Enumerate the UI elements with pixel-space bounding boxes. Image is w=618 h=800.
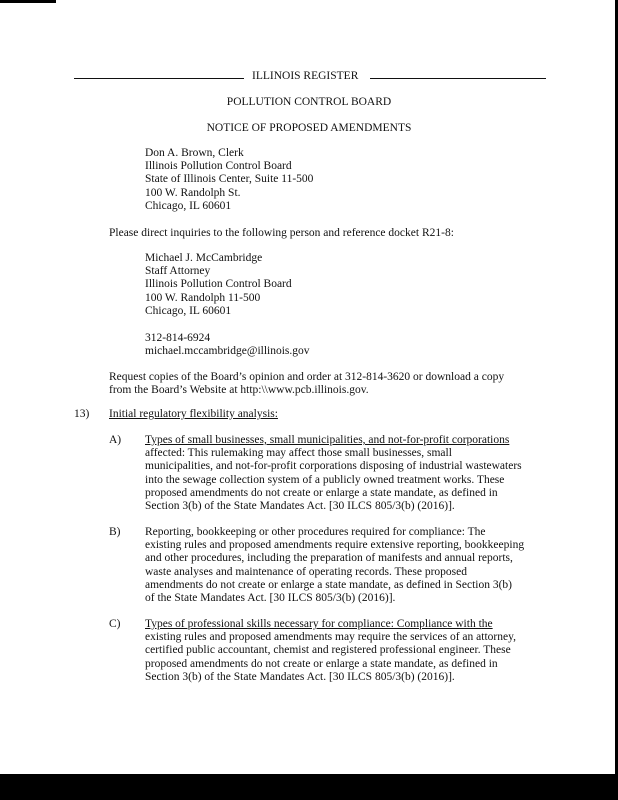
address-line: Chicago, IL 60601 [145,304,232,317]
copies-request [109,371,504,397]
board-title: POLLUTION CONTROL BOARD [226,96,392,108]
item-b-text [145,526,524,605]
section-title: Initial regulatory flexibility analysis: [109,408,278,420]
contact-email[interactable]: michael.mccambridge@illinois.gov [145,345,310,357]
address-line: Illinois Pollution Control Board [145,160,292,173]
address-line: Michael J. McCambridge [145,252,263,264]
item-line: Reporting, bookkeeping or other procedures required for compliance: The [145,526,486,538]
item-line: affected: This rulemaking may affect those small businesses, small [145,447,452,460]
item-line: municipalities, and not-for-profit corporations disposing of industrial wastewaters [145,460,522,473]
header-rule-left [74,78,244,79]
item-line: Types of professional skills necessary for compliance: Compliance with the [145,618,493,630]
item-line: existing rules and proposed amendments may require the services of an attorney, [145,631,516,644]
item-line: Types of small businesses, small municipalities, and not-for-profit corporations [145,434,510,446]
address-line: Chicago, IL 60601 [145,199,232,212]
item-line: of the State Mandates Act. [30 ILCS 805/3(b) (2016)]. [145,592,396,605]
item-line: proposed amendments do not create or enlarge a state mandate, as defined in [145,486,498,499]
item-line: certified public accountant, chemist and registered professional engineer. These [145,644,511,657]
copies-line: Request copies of the Board’s opinion and order at 312-814-3620 or download a copy [109,371,505,383]
address-line: Illinois Pollution Control Board [145,278,292,291]
notice-title: NOTICE OF PROPOSED AMENDMENTS [206,122,412,134]
copies-line[interactable]: from the Board’s Website at http:\\www.pcb.illinois.gov. [109,384,369,397]
item-a-label: A) [109,434,122,446]
inquiry-intro: Please direct inquiries to the following person and reference docket R21-8: [109,227,454,239]
address-line: State of Illinois Center, Suite 11-500 [145,173,314,186]
scan-corner-mark [0,0,56,3]
item-line: proposed amendments do not create or enlarge a state mandate, as defined in [145,657,498,670]
contact-address [145,252,292,318]
item-c-text [145,618,516,684]
item-line: existing rules and proposed amendments require extensive reporting, bookkeeping [145,539,525,552]
address-line: 100 W. Randolph 11-500 [145,291,261,304]
address-line: Don A. Brown, Clerk [145,147,244,159]
section-number: 13) [74,408,90,420]
clerk-address [145,147,313,213]
header-rule-right [370,78,546,79]
item-a-text [145,434,522,513]
item-b-label: B) [109,526,121,538]
address-line: Staff Attorney [145,265,211,278]
address-line: 100 W. Randolph St. [145,186,241,199]
scan-bottom-bar [0,774,618,800]
item-line: and other procedures, including the preparation of manifests and annual reports, [145,552,513,565]
contact-phone: 312-814-6924 [145,332,211,344]
item-line: Section 3(b) of the State Mandates Act. [30 ILCS 805/3(b) (2016)]. [145,670,455,683]
item-line: waste analyses and maintenance of operating records. These proposed [145,565,467,578]
item-line: into the sewage collection system of a publicly owned treatment works. These [145,473,505,486]
item-line: Section 3(b) of the State Mandates Act. [30 ILCS 805/3(b) (2016)]. [145,500,455,513]
item-c-label: C) [109,618,121,630]
register-title: ILLINOIS REGISTER [252,70,359,82]
item-line: amendments do not create or enlarge a state mandate, as defined in Section 3(b) [145,578,513,591]
